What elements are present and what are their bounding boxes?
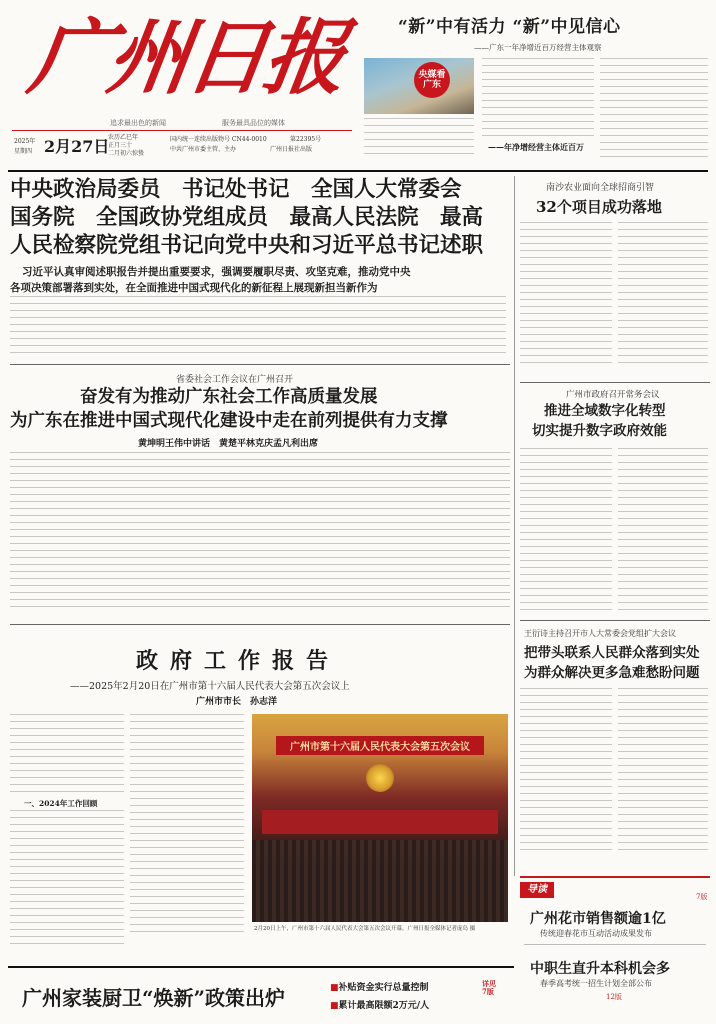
- social-rule: [10, 624, 510, 625]
- lead-headline-2[interactable]: 国务院 全国政协党组成员 最高人民法院 最高: [10, 205, 484, 230]
- guide-item2-page: 12版: [606, 993, 622, 1001]
- issue-number: 第22395号: [290, 136, 322, 143]
- digital-gov-title-2[interactable]: 切实提升数字政府效能: [532, 423, 667, 439]
- issue-year: 2025年: [14, 138, 36, 145]
- guide-item1-page: 7版: [696, 893, 708, 901]
- npc-body-col2: [618, 688, 708, 856]
- masthead-rule: [8, 170, 708, 172]
- digital-gov-body-col2: [618, 448, 708, 612]
- npc-story[interactable]: [520, 624, 710, 864]
- npc-body-col1: [520, 688, 612, 856]
- congress-emblem: [366, 764, 394, 792]
- congress-photo-caption: 2月20日上午，广州市第十六届人民代表大会第五次会议开幕。广州日报全媒体记者庞岛 摄: [254, 926, 476, 932]
- congress-photo-banner: 广州市第十六届人民代表大会第五次会议: [276, 736, 484, 755]
- issue-date: 2月27日: [44, 137, 110, 156]
- lunar-year: 农历乙巳年: [108, 134, 139, 141]
- bottom-ad[interactable]: [8, 972, 512, 1018]
- npc-title-2[interactable]: 为群众解决更多急难愁盼问题: [524, 665, 700, 681]
- gov-report-section: 一、2024年工作回顾: [24, 799, 98, 808]
- lead-subhead-1: 习近平认真审阅述职报告并提出重要要求，强调要履职尽责、攻坚克难，推动党中央: [22, 266, 411, 278]
- right-rule-2: [520, 620, 710, 621]
- congress-audience: [252, 840, 508, 922]
- top-feature-body-col2: [482, 58, 594, 140]
- top-feature[interactable]: [364, 6, 710, 166]
- lunar-day: 正月三十: [108, 142, 133, 149]
- issue-weekday: 星期四: [14, 148, 33, 155]
- publisher: 中共广州市委主管、主办: [170, 146, 237, 153]
- gov-report-body-col2: [130, 714, 244, 936]
- guide-item2-title[interactable]: 中职生直升本科机会多: [530, 961, 670, 977]
- congress-stage: [262, 810, 498, 834]
- digital-gov-story[interactable]: [520, 386, 710, 616]
- bottom-bullet2-text: 累计最高限额2万元/人: [338, 1001, 430, 1011]
- bullet-square-icon: ■: [330, 1001, 339, 1011]
- gov-report-body-col1b: [10, 810, 124, 948]
- gov-report-body-col1: [10, 714, 124, 796]
- bottom-title[interactable]: 广州家装厨卫“焕新”政策出炉: [22, 986, 286, 1010]
- bottom-bullet1-text: 补贴资金实行总量控制: [338, 983, 429, 993]
- npc-title-1[interactable]: 把带头联系人民群众落到实处: [524, 645, 700, 661]
- bottom-page-ref: 详见7版: [482, 979, 496, 996]
- social-work-story[interactable]: [10, 370, 510, 620]
- gov-report-subtitle: ——2025年2月20日在广州市第十六届人民代表大会第五次会议上: [70, 681, 350, 692]
- bottom-bullet2: [330, 998, 429, 1011]
- guide-divider: [524, 944, 706, 945]
- npc-kicker: 王衍诗主持召开市人大常委会党组扩大会议: [524, 629, 676, 638]
- digital-gov-kicker: 广州市政府召开常务会议: [566, 390, 660, 400]
- digital-gov-body-col1: [520, 448, 612, 612]
- lead-body: [10, 296, 506, 358]
- nansha-kicker: 南沙农业面向全球招商引智: [546, 183, 655, 193]
- social-work-byline: 黄坤明王伟中讲话 黄楚平林克庆孟凡利出席: [138, 439, 319, 449]
- guide-box[interactable]: [520, 876, 710, 1016]
- top-feature-badge-text: 央媒看广东: [418, 70, 446, 90]
- bottom-bullet1: [330, 980, 429, 993]
- lead-headline-3[interactable]: 人民检察院党组书记向党中央和习近平总书记述职: [10, 233, 484, 258]
- top-feature-title[interactable]: “新”中有活力 “新”中见信心: [398, 17, 621, 37]
- top-feature-subtitle: ——广东一年净增近百万经营主体观察: [474, 43, 602, 52]
- guide-item1-title[interactable]: 广州花市销售额逾1亿: [530, 911, 666, 927]
- guide-item1-sub: 传统迎春花市互动活动成果发布: [540, 929, 652, 938]
- paper-name: 广州日报社出版: [270, 146, 313, 153]
- nansha-story[interactable]: [520, 176, 710, 376]
- lead-headline-1[interactable]: 中央政治局委员 书记处书记 全国人大常委会: [10, 177, 462, 202]
- nansha-title[interactable]: 32个项目成功落地: [536, 198, 662, 216]
- masthead: [12, 8, 352, 168]
- lead-subhead-2: 各项决策部署落到实处，在全面推进中国式现代化的新征程上展现新担当新作为: [10, 282, 378, 294]
- guide-item2-sub: 春季高考统一招生计划全部公布: [540, 979, 652, 988]
- social-work-kicker: 省委社会工作会议在广州召开: [176, 375, 294, 385]
- slogan-left: 追求最出色的新闻: [110, 119, 166, 127]
- bullet-square-icon: ■: [330, 983, 339, 993]
- right-rule-1: [520, 382, 710, 383]
- nansha-body-col2: [618, 222, 708, 368]
- top-feature-footer: ——年净增经营主体近百万: [488, 142, 584, 152]
- guide-label: 导读: [520, 882, 554, 898]
- lead-rule: [10, 364, 510, 365]
- congress-photo: [252, 714, 508, 922]
- cn-number: 国内统一连续出版物号 CN44-0010: [170, 136, 267, 143]
- gov-report-author: 广州市市长 孙志洋: [196, 697, 278, 707]
- column-divider: [514, 176, 515, 876]
- top-feature-body-col1: [364, 118, 474, 160]
- social-work-title-1[interactable]: 奋发有为推动广东社会工作高质量发展: [80, 387, 378, 407]
- digital-gov-title-1[interactable]: 推进全域数字化转型: [544, 403, 666, 419]
- social-work-title-2[interactable]: 为广东在推进中国式现代化建设中走在前列提供有力支撑: [10, 411, 448, 431]
- social-work-body: [10, 452, 510, 612]
- top-feature-body-col3: [600, 58, 708, 160]
- gov-report-title[interactable]: 政府工作报告: [136, 648, 341, 674]
- gov-report[interactable]: [10, 628, 510, 958]
- solar-term: 二月初六惊蛰: [108, 150, 145, 157]
- masthead-divider: [12, 130, 352, 131]
- masthead-logo: 广州日报: [23, 10, 349, 106]
- bottom-rule: [8, 966, 514, 968]
- nansha-body-col1: [520, 222, 612, 368]
- slogan-right: 服务最具品位的媒体: [222, 119, 285, 127]
